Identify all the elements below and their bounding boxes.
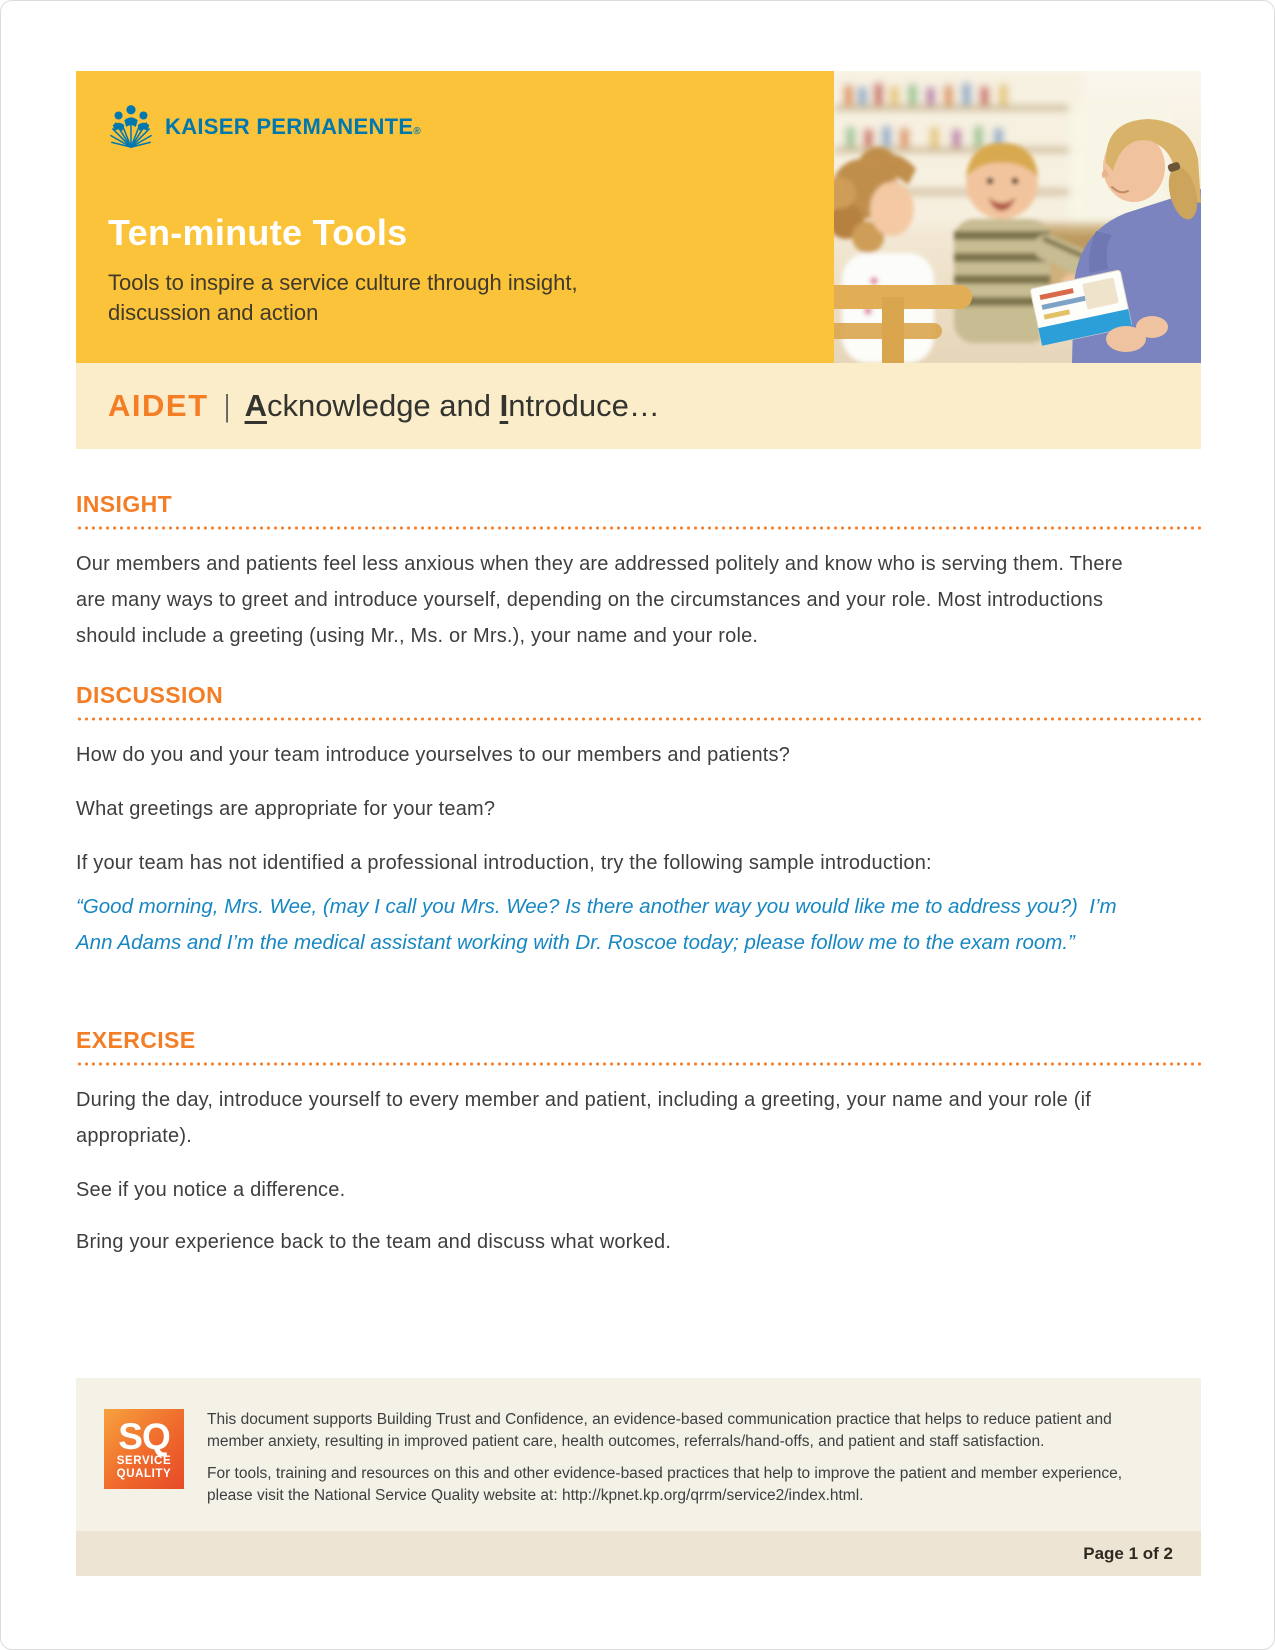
insight-paragraph: Our members and patients feel less anxious when they are addressed politely and know who is serving them. There are many ways to greet and introduce yourself, depending on the circumstances and your role. Most introductions should include a greeting (using Mr., Ms. or Mrs.), your name and your role. — [76, 553, 1123, 647]
dotted-rule — [76, 717, 1201, 721]
discussion-paragraph: If your team has not identified a professional introduction, try the following sample introduction: — [76, 852, 932, 874]
aidet-title-bar — [76, 363, 1201, 449]
sq-word-service: SERVICE — [116, 1455, 172, 1467]
discussion-paragraph: What greetings are appropriate for your team? — [76, 798, 496, 820]
insight-heading: INSIGHT — [76, 491, 173, 517]
page-subtitle-line1: Tools to inspire a service culture through insight, — [108, 270, 578, 295]
registered-mark: ® — [413, 126, 422, 137]
dotted-rule — [76, 526, 1201, 530]
exercise-paragraph: See if you notice a difference. — [76, 1179, 346, 1201]
exercise-heading: EXERCISE — [76, 1027, 196, 1053]
section-discussion — [76, 682, 1201, 961]
hero-header — [76, 71, 1201, 363]
page-number: Page 1 of 2 — [1083, 1543, 1173, 1563]
aidet-letter-i: I — [499, 388, 509, 423]
dotted-rule — [76, 1062, 1201, 1066]
kp-brand-text: KAISER PERMANENTE® — [165, 114, 422, 139]
service-quality-logo — [104, 1409, 184, 1489]
discussion-heading: DISCUSSION — [76, 682, 224, 708]
discussion-paragraph: How do you and your team introduce yourselves to our members and patients? — [76, 744, 791, 766]
page-number-bar — [76, 1531, 1201, 1576]
content-column — [76, 71, 1201, 1260]
sq-initials: SQ — [118, 1416, 170, 1457]
exercise-paragraph: Bring your experience back to the team and discuss what worked. — [76, 1231, 672, 1253]
footer-paragraph: This document supports Building Trust and Confidence, an evidence-based communication practice that helps to reduce patient and member anxiety, resulting in improved patient care, health outcomes, referrals/hand-offs, and patient and staff satisfaction. — [207, 1411, 1112, 1450]
section-exercise — [76, 1027, 1201, 1260]
aidet-acronym: AIDET — [108, 388, 209, 423]
footer-note — [76, 1378, 1201, 1531]
footer-paragraph: For tools, training and resources on this and other evidence-based practices that help to improve the patient and member experience, please visit the National Service Quality website at: http://kpnet.kp.org/qrrm/service2/index.html. — [207, 1465, 1123, 1504]
aidet-text-acknowledge: cknowledge and — [266, 388, 500, 423]
page-title: Ten-minute Tools — [108, 212, 408, 253]
footer-text — [207, 1409, 1146, 1507]
sample-introduction-quote: “Good morning, Mrs. Wee, (may I call you Mrs. Wee? Is there another way you would like me to address you?) I’m Ann Adams and I’m the medical assistant working with Dr. Roscoe today; please follow me to the exam room.” — [76, 895, 1122, 954]
aidet-subtitle — [245, 388, 660, 424]
kp-family-sunburst-icon — [108, 104, 154, 150]
sq-word-quality: QUALITY — [116, 1467, 172, 1480]
exercise-paragraph: During the day, introduce yourself to every member and patient, including a greeting, your name and your role (if appropriate). — [76, 1089, 1091, 1147]
page-subtitle — [108, 268, 1201, 328]
hero-text-block — [76, 71, 1201, 328]
aidet-letter-a: A — [244, 388, 267, 423]
aidet-text-introduce: ntroduce… — [508, 388, 660, 423]
kaiser-permanente-logo — [108, 104, 1201, 150]
page-subtitle-line2: discussion and action — [108, 300, 319, 325]
section-insight — [76, 491, 1201, 654]
aidet-separator: | — [224, 388, 229, 423]
